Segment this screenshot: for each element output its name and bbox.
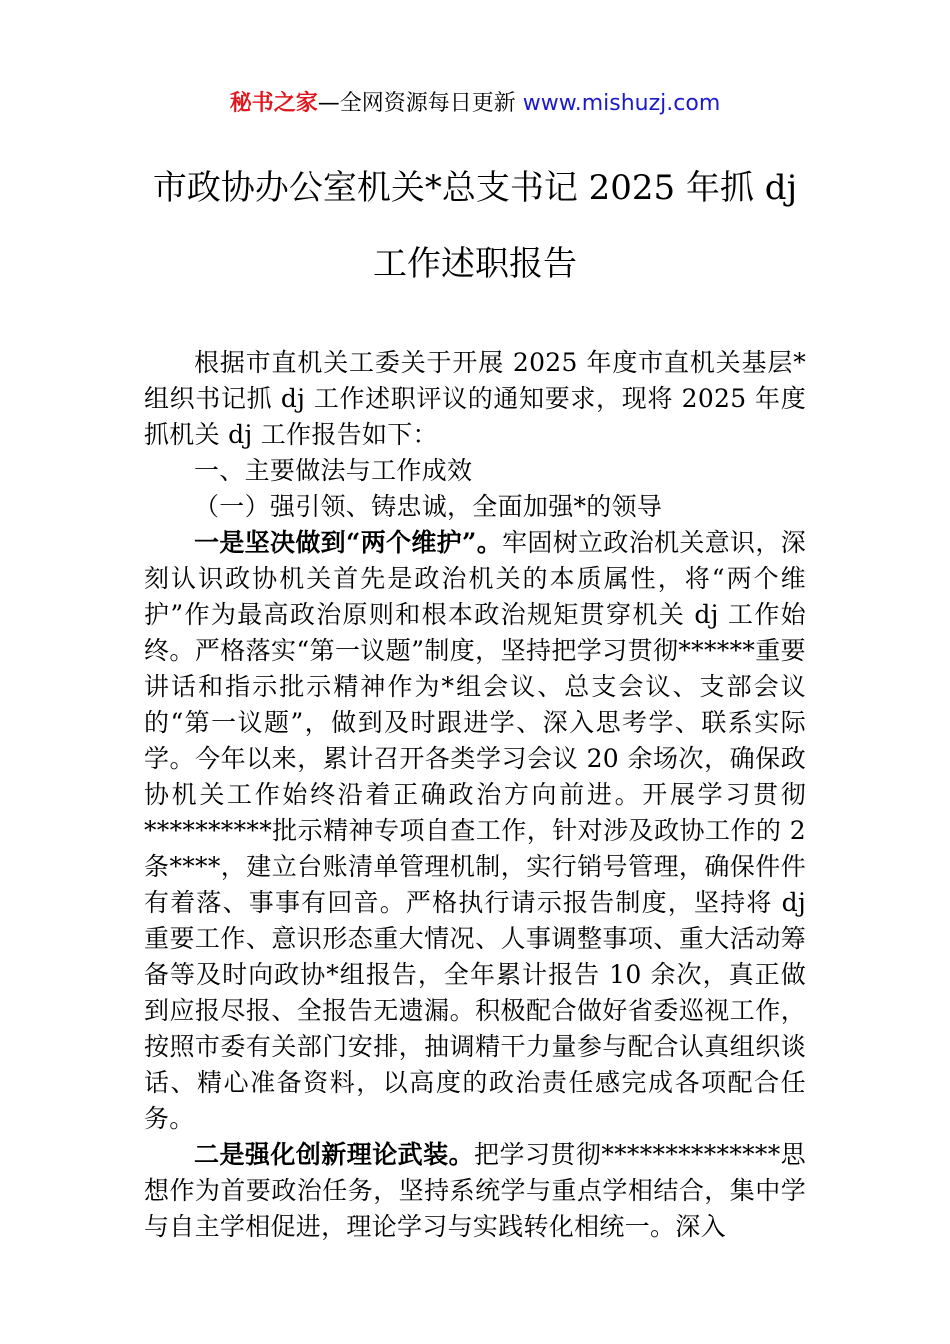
site-slogan: —全网资源每日更新 — [317, 91, 523, 116]
title-line-1: 市政协办公室机关*总支书记 2025 年抓 dj — [152, 168, 798, 208]
site-name: 秘书之家 — [229, 91, 318, 116]
point-1-paragraph — [144, 525, 806, 1137]
subsection-heading-1: （一）强引领、铸忠诚，全面加强*的领导 — [194, 492, 663, 521]
section-heading-1: 一、主要做法与工作成效 — [194, 456, 473, 485]
point-2-body: 把学习贯彻**************思想作为首要政治任务，坚持系统学与重点学相结合，集中学与自主学相促进，理论学习与实践转化相统一。深入 — [144, 1140, 806, 1241]
site-header — [0, 88, 950, 120]
point-2-lead: 二是强化创新理论武装。 — [194, 1140, 475, 1169]
point-1-lead: 一是坚决做到“两个维护”。 — [194, 528, 503, 557]
intro-paragraph: 根据市直机关工委关于开展 2025 年度市直机关基层*组织书记抓 dj 工作述职评议的通知要求，现将 2025 年度抓机关 dj 工作报告如下： — [144, 348, 806, 449]
point-1-body: 牢固树立政治机关意识，深刻认识政协机关首先是政治机关的本质属性，将“两个维护”作为最高政治原则和根本政治规矩贯穿机关 dj 工作始终。严格落实“第一议题”制度，坚持把学习贯彻******重要讲话和指示批示精神作为*组会议、总支会议、支部会议的“第一议题”，做到及时跟进学、深入思考学、联系实际学。今年以来，累计召开各类学习会议 20 余场次，确保政协机关工作始终沿着正确政治方向前进。开展学习贯彻**********批示精神专项自查工作，针对涉及政协工作的 2 条****，建立台账清单管理机制，实行销号管理，确保件件有着落、事事有回音。严格执行请示报告制度，坚持将 dj 重要工作、意识形态重大情况、人事调整事项、重大活动筹备等及时向政协*组报告，全年累计报告 10 余次，真正做到应报尽报、全报告无遗漏。积极配合做好省委巡视工作，按照市委有关部门安排，抽调精干力量参与配合认真组织谈话、精心准备资料，以高度的政治责任感完成各项配合任务。 — [144, 528, 806, 1133]
document-body — [144, 345, 806, 1245]
point-2-paragraph — [144, 1137, 806, 1245]
title-line-2: 工作述职报告 — [373, 244, 577, 284]
site-url-link[interactable]: www.mishuzj.com — [522, 91, 721, 116]
document-title — [0, 150, 950, 302]
